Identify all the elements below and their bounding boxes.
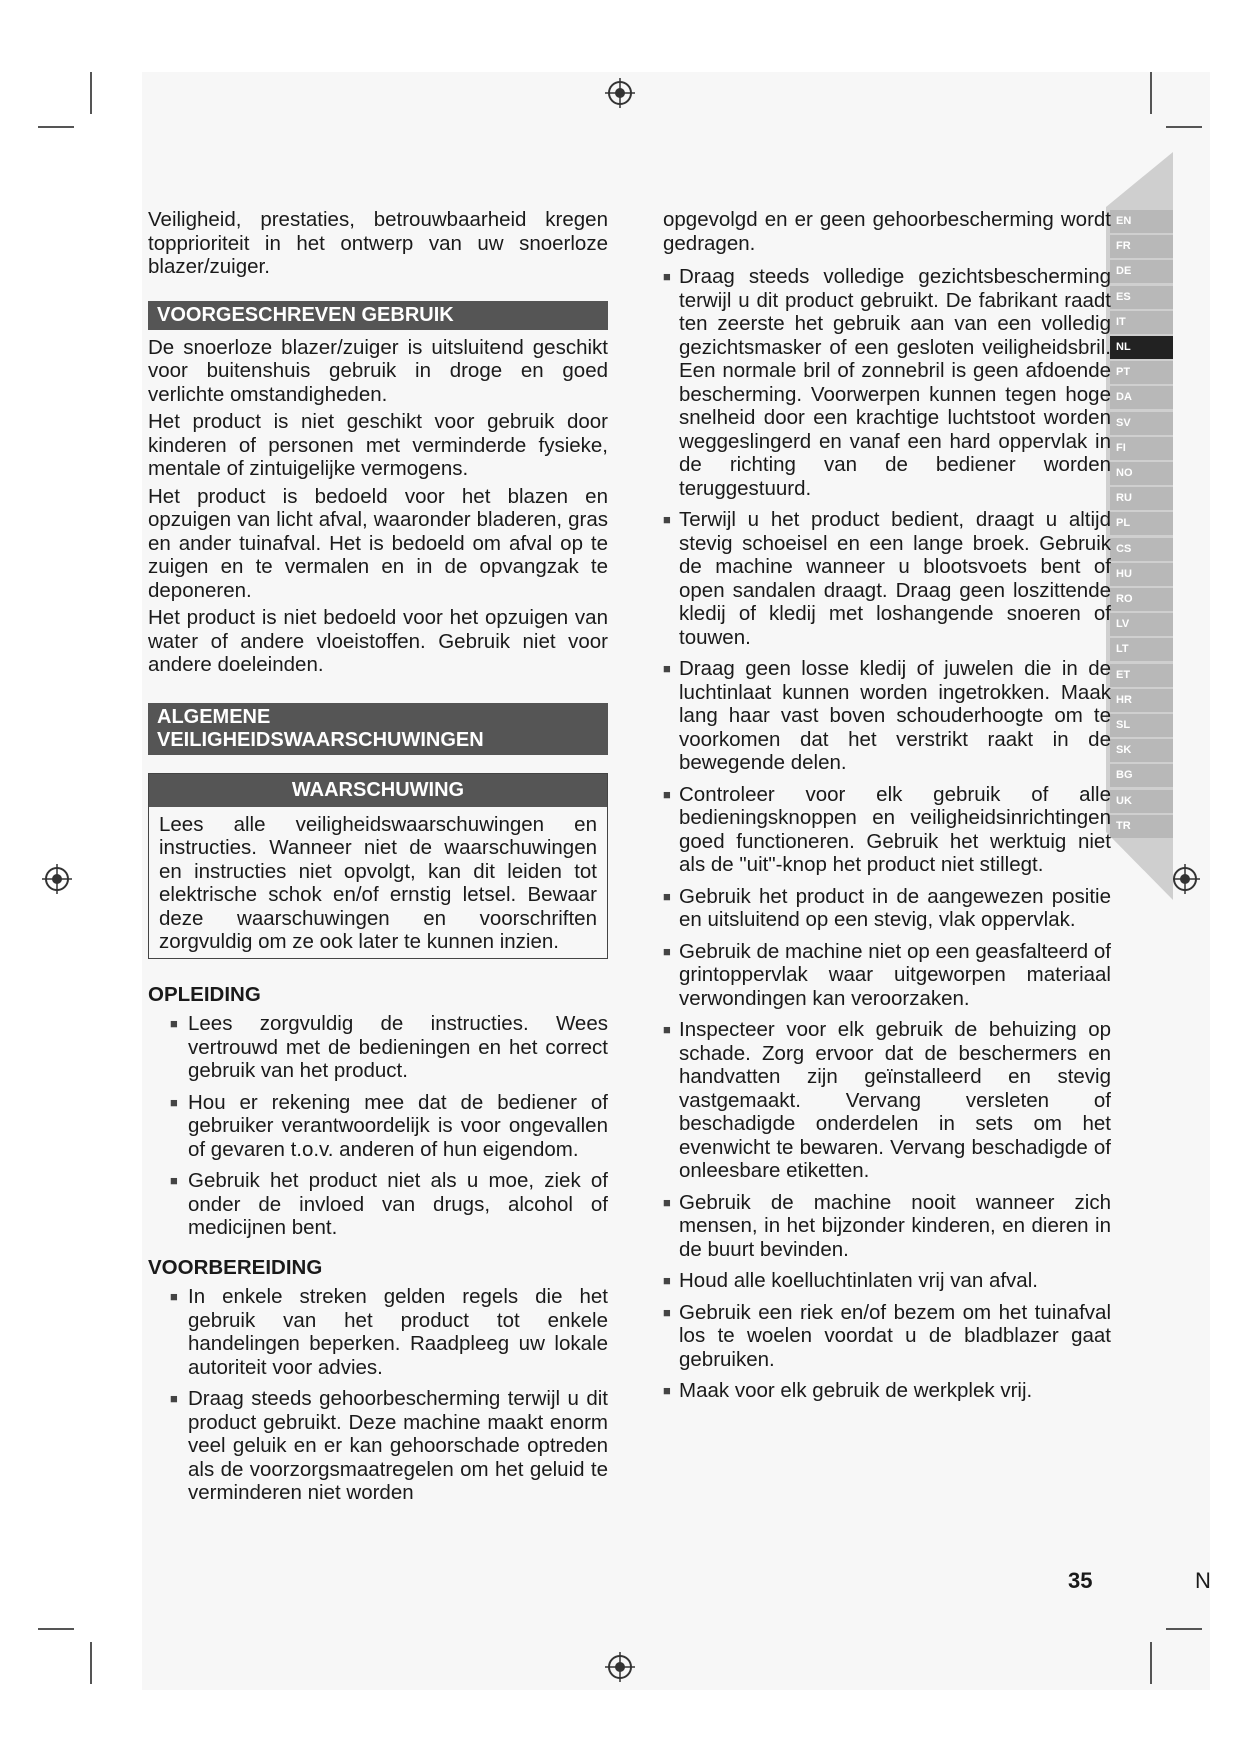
list-item bbox=[663, 508, 1111, 649]
list-item-text: ■ Controleer voor elk gebruik of alle bedieningsknoppen en veiligheidsinrichtingen goed functioneren. Gebruik het werktuig niet als de "uit"-knop het product niet stillegt. bbox=[679, 782, 1111, 876]
list-item-text: ■ In enkele streken gelden regels die het gebruik van het product tot enkele handelingen beperken. Raadpleeg uw lokale autoriteit voor advies. bbox=[188, 1285, 608, 1379]
list-item-text: ■ Houd alle koelluchtinlaten vrij van afval. bbox=[679, 1269, 1038, 1292]
list-item bbox=[170, 1169, 608, 1240]
warning-title: WAARSCHUWING bbox=[149, 774, 607, 807]
registration-mark-icon bbox=[605, 1652, 635, 1682]
list-item-text: ■ Gebruik de machine nooit wanneer zich mensen, in het bijzonder kinderen, en dieren in de buurt bevinden. bbox=[679, 1190, 1111, 1261]
list-item bbox=[663, 885, 1111, 932]
crop-mark-br-v bbox=[1150, 1642, 1152, 1684]
intended-use-paragraph: De snoerloze blazer/zuiger is uitsluitend geschikt voor buitenshuis gebruik in droge en goed verlichte omstandigheden. bbox=[148, 335, 608, 406]
list-item-text: ■ Inspecteer voor elk gebruik de behuizing op schade. Zorg ervoor dat de beschermers en handvatten zijn geïnstalleerd en stevig vastgemaakt. Vervang versleten of beschadigde onderdelen in sets om het evenwicht te bewaren. Vervang beschadigde of onleesbare etiketten. bbox=[679, 1018, 1111, 1182]
language-tab-nl[interactable]: NL bbox=[1110, 336, 1173, 359]
language-tab-cs[interactable]: CS bbox=[1110, 538, 1173, 561]
list-item bbox=[663, 783, 1111, 877]
language-tab-hu[interactable]: HU bbox=[1110, 563, 1173, 586]
language-tab-tr[interactable]: TR bbox=[1110, 815, 1173, 838]
list-item bbox=[663, 1379, 1111, 1403]
crop-mark-bl-h bbox=[38, 1628, 74, 1630]
language-tab-sv[interactable]: SV bbox=[1110, 412, 1173, 435]
section-heading-intended-use: VOORGESCHREVEN GEBRUIK bbox=[148, 301, 608, 330]
language-tab-fi[interactable]: FI bbox=[1110, 437, 1173, 460]
crop-mark-tr-v bbox=[1150, 72, 1152, 114]
list-item bbox=[663, 940, 1111, 1011]
list-item bbox=[170, 1387, 608, 1505]
intended-use-paragraph: Het product is niet geschikt voor gebruik door kinderen of personen met verminderde fysieke, mentale of zintuigelijke vermogens. bbox=[148, 410, 608, 480]
list-item-text: ■ Gebruik het product niet als u moe, ziek of onder de invloed van drugs, alcohol of medicijnen bent. bbox=[188, 1169, 608, 1239]
left-column bbox=[148, 208, 608, 1513]
list-item-text: ■ Lees zorgvuldig de instructies. Wees vertrouwd met de bedieningen en het correct gebruik van het product. bbox=[188, 1012, 608, 1082]
list-item bbox=[170, 1012, 608, 1083]
crop-mark-tl-h bbox=[38, 126, 74, 128]
intended-use-paragraph: Het product is bedoeld voor het blazen en opzuigen van licht afval, waaronder bladeren, gras en ander tuinafval. Het is bedoeld om afval op te zuigen en te vermalen en in de opvangzak te deponeren. bbox=[148, 484, 608, 602]
list-item-text: ■ Draag geen losse kledij of juwelen die in de luchtinlaat kunnen worden ingetrokken. Maak lang haar vast boven schouderhoogte om te voorkomen dat het verstrikt raakt in de bewegende delen. bbox=[679, 657, 1111, 774]
registration-mark-icon bbox=[1170, 864, 1200, 894]
crop-mark-tr-h bbox=[1166, 126, 1202, 128]
list-item-text: ■ Gebruik een riek en/of bezem om het tuinafval los te woelen voordat u de bladblazer gaat gebruiken. bbox=[679, 1300, 1111, 1371]
language-tab-sl[interactable]: SL bbox=[1110, 714, 1173, 737]
language-tab-fr[interactable]: FR bbox=[1110, 235, 1173, 258]
intended-use-paragraph: Het product is niet bedoeld voor het opzuigen van water of andere vloeistoffen. Gebruik niet voor andere doeleinden. bbox=[148, 606, 608, 676]
subheading-preparation: VOORBEREIDING bbox=[148, 1255, 323, 1279]
language-tab-et[interactable]: ET bbox=[1110, 664, 1173, 687]
right-column bbox=[663, 208, 1111, 1411]
edge-mark: N bbox=[1195, 1568, 1211, 1593]
list-item-text: ■ Hou er rekening mee dat de bediener of gebruiker verantwoordelijk is voor ongevallen of gevaren t.o.v. anderen of hun eigendom. bbox=[188, 1090, 608, 1161]
list-item bbox=[170, 1285, 608, 1379]
list-item-text: ■ Draag steeds gehoorbescherming terwijl u dit product gebruikt. Deze machine maakt enorm veel geluik en er kan gehoorschade optreden als de voorzorgsmaatregelen om het geluid te verminderen niet worden bbox=[188, 1387, 608, 1504]
list-item bbox=[663, 265, 1111, 500]
list-item bbox=[663, 1191, 1111, 1262]
language-tab-pt[interactable]: PT bbox=[1110, 361, 1173, 384]
subheading-training: OPLEIDING bbox=[148, 982, 261, 1006]
crop-mark-br-h bbox=[1166, 1628, 1202, 1630]
crop-mark-tl-v bbox=[90, 72, 92, 114]
registration-mark-icon bbox=[605, 78, 635, 108]
language-tab-lt[interactable]: LT bbox=[1110, 638, 1173, 661]
language-tab-ru[interactable]: RU bbox=[1110, 487, 1173, 510]
registration-mark-icon bbox=[42, 864, 72, 894]
language-tab-no[interactable]: NO bbox=[1110, 462, 1173, 485]
list-item-text: ■ Draag steeds volledige gezichtsbescherming terwijl u dit product gebruikt. De fabrikant raadt ten zeerste het gebruik aan van een volledig gezichtsmasker of een gesloten veiligheidsbril. Een normale bril of zonnebril is geen afdoende bescherming. Voorwerpen kunnen tegen hoge snelheid door een krachtige luchtstoot worden weggeslingerd en vanaf een hard oppervlak in de richting van de bediener worden teruggestuurd. bbox=[679, 265, 1111, 500]
list-item bbox=[170, 1091, 608, 1162]
list-item bbox=[663, 1301, 1111, 1372]
crop-mark-bl-v bbox=[90, 1642, 92, 1684]
language-tab-ro[interactable]: RO bbox=[1110, 588, 1173, 611]
language-tab-es[interactable]: ES bbox=[1110, 286, 1173, 309]
list-item-text: ■ Terwijl u het product bedient, draagt u altijd stevig schoeisel en een lange broek. Gebruik de machine wanneer u blootsvoets bent of open sandalen draagt. Draag geen loszittende kledij of kledij met loshangende snoeren of touwen. bbox=[679, 508, 1111, 649]
list-item-text: ■ Gebruik het product in de aangewezen positie en uitsluitend op een stevig, vlak oppervlak. bbox=[679, 884, 1111, 931]
language-tab-de[interactable]: DE bbox=[1110, 260, 1173, 283]
list-item-text: ■ Maak voor elk gebruik de werkplek vrij. bbox=[679, 1379, 1033, 1402]
language-tab-bg[interactable]: BG bbox=[1110, 764, 1173, 787]
list-item bbox=[663, 657, 1111, 775]
intro-paragraph: Veiligheid, prestaties, betrouwbaarheid kregen topprioriteit in het ontwerp van uw snoerloze blazer/zuiger. bbox=[148, 208, 608, 278]
language-tab-da[interactable]: DA bbox=[1110, 386, 1173, 409]
continuation-paragraph: opgevolgd en er geen gehoorbescherming wordt gedragen. bbox=[663, 208, 1111, 255]
list-item bbox=[663, 1018, 1111, 1183]
list-item bbox=[663, 1269, 1111, 1293]
page-number: 35 bbox=[1068, 1568, 1093, 1593]
language-tab-lv[interactable]: LV bbox=[1110, 613, 1173, 636]
warning-box bbox=[148, 773, 608, 959]
list-item-text: ■ Gebruik de machine niet op een geasfalteerd of grintoppervlak waar uitgeworpen materiaal verwondingen kan veroorzaken. bbox=[679, 939, 1111, 1010]
language-tab-pl[interactable]: PL bbox=[1110, 512, 1173, 535]
language-tab-en[interactable]: EN bbox=[1110, 210, 1173, 233]
language-tab-it[interactable]: IT bbox=[1110, 311, 1173, 334]
language-tab-hr[interactable]: HR bbox=[1110, 689, 1173, 712]
language-tab-sk[interactable]: SK bbox=[1110, 739, 1173, 762]
section-heading-general-safety: ALGEMENE VEILIGHEIDSWAARSCHUWINGEN bbox=[148, 703, 608, 755]
warning-text: Lees alle veiligheidswaarschuwingen en instructies. Wanneer niet de waarschuwingen en instructies niet opvolgt, kan dit leiden tot elektrische schok en/of ernstig letsel. Bewaar deze waarschuwingen en voorschriften zorgvuldig om ze ook later te kunnen inzien. bbox=[159, 812, 597, 953]
language-tab-uk[interactable]: UK bbox=[1110, 790, 1173, 813]
